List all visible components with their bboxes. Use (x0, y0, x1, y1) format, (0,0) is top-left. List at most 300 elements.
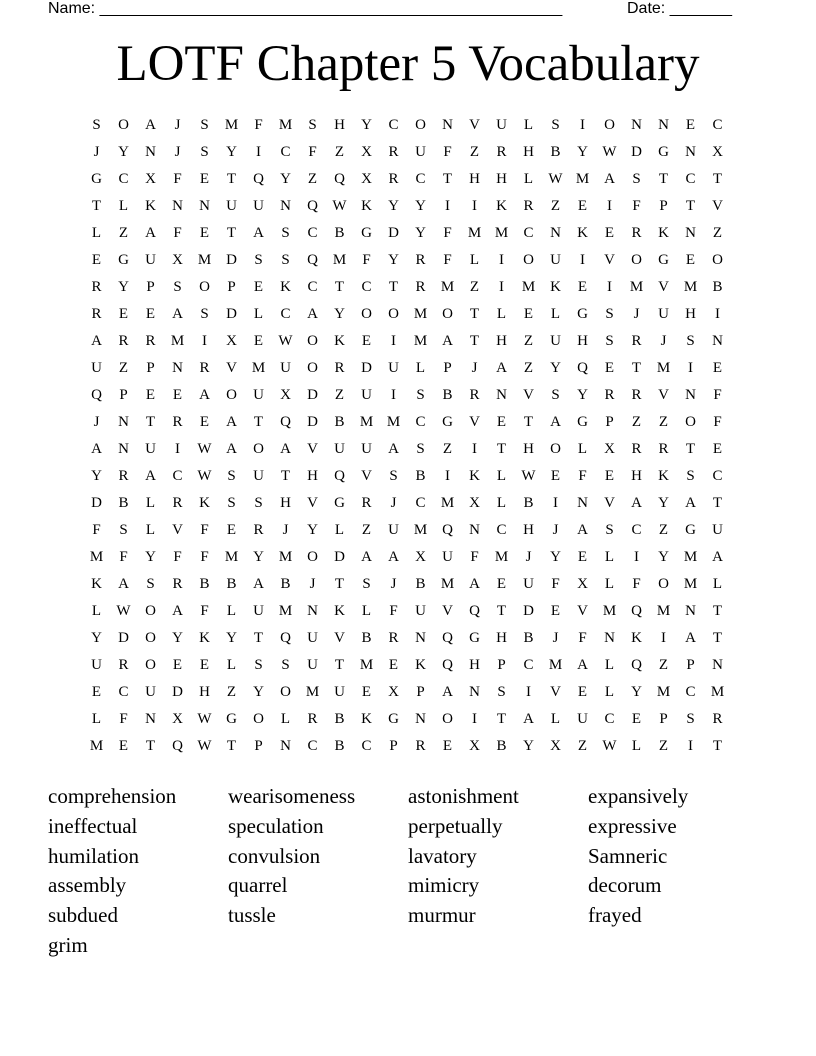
grid-letter[interactable]: Z (469, 279, 480, 295)
grid-letter[interactable]: L (496, 495, 507, 511)
grid-letter[interactable]: C (604, 711, 615, 727)
grid-letter[interactable]: E (253, 279, 264, 295)
grid-letter[interactable]: R (415, 252, 426, 268)
grid-letter[interactable]: S (281, 225, 290, 241)
grid-letter[interactable]: G (442, 414, 453, 430)
grid-letter[interactable]: L (226, 657, 237, 673)
grid-letter[interactable]: T (145, 414, 156, 430)
grid-letter[interactable]: B (226, 576, 237, 592)
grid-letter[interactable]: L (496, 468, 507, 484)
grid-letter[interactable]: R (145, 333, 156, 349)
grid-letter[interactable]: T (334, 576, 345, 592)
grid-letter[interactable]: X (361, 144, 372, 160)
grid-letter[interactable]: U (550, 333, 561, 349)
grid-letter[interactable]: O (388, 306, 399, 322)
grid-letter[interactable]: R (307, 711, 318, 727)
grid-letter[interactable]: Z (334, 144, 345, 160)
grid-letter[interactable]: L (226, 603, 237, 619)
grid-letter[interactable]: O (442, 711, 453, 727)
grid-letter[interactable]: S (92, 117, 101, 133)
grid-letter[interactable]: C (307, 279, 318, 295)
grid-letter[interactable]: Y (118, 279, 129, 295)
grid-letter[interactable]: E (442, 738, 453, 754)
grid-letter[interactable]: E (91, 252, 102, 268)
grid-letter[interactable]: T (442, 171, 453, 187)
grid-letter[interactable]: Q (442, 522, 453, 538)
grid-letter[interactable]: R (334, 360, 345, 376)
grid-letter[interactable]: U (415, 603, 426, 619)
grid-letter[interactable]: O (415, 117, 426, 133)
grid-letter[interactable]: T (712, 630, 723, 646)
grid-letter[interactable]: G (469, 630, 480, 646)
grid-letter[interactable]: B (334, 414, 345, 430)
grid-letter[interactable]: Q (631, 657, 642, 673)
grid-letter[interactable]: U (361, 387, 372, 403)
grid-letter[interactable]: Y (361, 117, 372, 133)
grid-letter[interactable]: O (307, 333, 318, 349)
grid-letter[interactable]: F (443, 252, 452, 268)
grid-letter[interactable]: M (89, 549, 104, 565)
grid-letter[interactable]: E (253, 333, 264, 349)
grid-letter[interactable]: T (496, 441, 507, 457)
grid-letter[interactable]: I (526, 684, 531, 700)
grid-letter[interactable]: V (307, 495, 318, 511)
grid-letter[interactable]: E (199, 414, 210, 430)
grid-letter[interactable]: E (604, 360, 615, 376)
grid-letter[interactable]: X (550, 738, 561, 754)
grid-letter[interactable]: T (685, 441, 696, 457)
grid-letter[interactable]: A (145, 117, 156, 133)
grid-letter[interactable]: H (307, 468, 318, 484)
grid-letter[interactable]: N (685, 144, 696, 160)
grid-letter[interactable]: F (632, 198, 641, 214)
grid-letter[interactable]: E (91, 684, 102, 700)
grid-letter[interactable]: P (659, 198, 668, 214)
grid-letter[interactable]: G (334, 495, 345, 511)
grid-letter[interactable]: C (172, 468, 183, 484)
grid-letter[interactable]: F (308, 144, 317, 160)
grid-letter[interactable]: E (577, 549, 588, 565)
grid-letter[interactable]: U (388, 360, 399, 376)
grid-letter[interactable]: Y (658, 495, 669, 511)
grid-letter[interactable]: Y (577, 387, 588, 403)
grid-letter[interactable]: Y (577, 144, 588, 160)
grid-letter[interactable]: B (712, 279, 723, 295)
grid-letter[interactable]: N (280, 198, 291, 214)
grid-letter[interactable]: F (173, 549, 182, 565)
grid-letter[interactable]: R (91, 279, 102, 295)
grid-letter[interactable]: M (683, 279, 698, 295)
grid-letter[interactable]: K (469, 468, 480, 484)
grid-letter[interactable]: N (199, 198, 210, 214)
grid-letter[interactable]: W (278, 333, 293, 349)
grid-letter[interactable]: W (602, 738, 617, 754)
grid-letter[interactable]: W (197, 441, 212, 457)
grid-letter[interactable]: O (631, 252, 642, 268)
grid-letter[interactable]: P (146, 360, 155, 376)
grid-letter[interactable]: C (118, 171, 129, 187)
grid-letter[interactable]: Z (550, 198, 561, 214)
grid-letter[interactable]: V (604, 252, 615, 268)
grid-letter[interactable]: N (145, 711, 156, 727)
grid-letter[interactable]: Z (523, 360, 534, 376)
grid-letter[interactable]: Q (253, 171, 264, 187)
grid-letter[interactable]: R (199, 360, 210, 376)
grid-letter[interactable]: U (145, 252, 156, 268)
grid-letter[interactable]: P (227, 279, 236, 295)
grid-letter[interactable]: H (523, 144, 534, 160)
grid-letter[interactable]: A (496, 360, 507, 376)
grid-letter[interactable]: M (602, 603, 617, 619)
grid-letter[interactable]: I (391, 387, 396, 403)
grid-letter[interactable]: I (580, 252, 585, 268)
grid-letter[interactable]: L (145, 495, 156, 511)
grid-letter[interactable]: Y (550, 549, 561, 565)
grid-letter[interactable]: A (469, 576, 480, 592)
grid-letter[interactable]: N (280, 738, 291, 754)
grid-letter[interactable]: Q (280, 630, 291, 646)
grid-letter[interactable]: G (226, 711, 237, 727)
grid-letter[interactable]: R (118, 657, 129, 673)
grid-letter[interactable]: J (309, 576, 316, 592)
grid-letter[interactable]: E (685, 252, 696, 268)
grid-letter[interactable]: E (631, 711, 642, 727)
grid-letter[interactable]: Y (253, 684, 264, 700)
grid-letter[interactable]: B (415, 468, 426, 484)
grid-letter[interactable]: M (494, 549, 509, 565)
grid-letter[interactable]: M (413, 306, 428, 322)
grid-letter[interactable]: A (577, 522, 588, 538)
grid-letter[interactable]: A (253, 225, 264, 241)
grid-letter[interactable]: I (202, 333, 207, 349)
grid-letter[interactable]: N (118, 414, 129, 430)
grid-letter[interactable]: T (226, 171, 237, 187)
grid-letter[interactable]: E (550, 603, 561, 619)
grid-letter[interactable]: F (470, 549, 479, 565)
grid-letter[interactable]: Z (361, 522, 372, 538)
grid-letter[interactable]: H (496, 333, 507, 349)
grid-letter[interactable]: H (577, 333, 588, 349)
grid-letter[interactable]: F (200, 549, 209, 565)
grid-letter[interactable]: I (256, 144, 261, 160)
grid-letter[interactable]: X (415, 549, 426, 565)
grid-letter[interactable]: M (548, 657, 563, 673)
grid-letter[interactable]: U (307, 630, 318, 646)
grid-letter[interactable]: I (499, 279, 504, 295)
grid-letter[interactable]: A (631, 495, 642, 511)
grid-letter[interactable]: U (253, 603, 264, 619)
grid-letter[interactable]: O (550, 441, 561, 457)
grid-letter[interactable]: O (118, 117, 129, 133)
grid-letter[interactable]: C (361, 738, 372, 754)
grid-letter[interactable]: C (415, 171, 426, 187)
grid-letter[interactable]: K (658, 225, 669, 241)
grid-letter[interactable]: N (604, 630, 615, 646)
grid-letter[interactable]: E (604, 225, 615, 241)
grid-letter[interactable]: F (173, 225, 182, 241)
grid-letter[interactable]: U (496, 117, 507, 133)
grid-letter[interactable]: P (497, 657, 506, 673)
grid-letter[interactable]: M (710, 684, 725, 700)
grid-letter[interactable]: L (550, 306, 561, 322)
grid-letter[interactable]: T (496, 711, 507, 727)
grid-letter[interactable]: Y (388, 198, 399, 214)
grid-letter[interactable]: F (173, 171, 182, 187)
grid-letter[interactable]: Z (658, 522, 669, 538)
grid-letter[interactable]: E (496, 414, 507, 430)
grid-letter[interactable]: D (631, 144, 642, 160)
grid-letter[interactable]: I (715, 306, 720, 322)
grid-letter[interactable]: A (388, 441, 399, 457)
grid-letter[interactable]: B (523, 495, 534, 511)
grid-letter[interactable]: E (685, 117, 696, 133)
grid-letter[interactable]: K (361, 198, 372, 214)
grid-letter[interactable]: M (521, 279, 536, 295)
grid-letter[interactable]: D (523, 603, 534, 619)
grid-letter[interactable]: R (172, 576, 183, 592)
grid-letter[interactable]: S (173, 279, 182, 295)
grid-letter[interactable]: C (415, 414, 426, 430)
grid-letter[interactable]: M (656, 360, 671, 376)
grid-letter[interactable]: H (469, 657, 480, 673)
grid-letter[interactable]: L (523, 117, 534, 133)
grid-letter[interactable]: R (658, 441, 669, 457)
grid-letter[interactable]: K (361, 711, 372, 727)
grid-letter[interactable]: T (496, 603, 507, 619)
grid-letter[interactable]: K (334, 603, 345, 619)
grid-letter[interactable]: I (472, 198, 477, 214)
grid-letter[interactable]: Q (91, 387, 102, 403)
grid-letter[interactable]: L (334, 522, 345, 538)
grid-letter[interactable]: T (658, 171, 669, 187)
grid-letter[interactable]: L (604, 657, 615, 673)
grid-letter[interactable]: U (361, 441, 372, 457)
grid-letter[interactable]: T (469, 333, 480, 349)
grid-letter[interactable]: G (91, 171, 102, 187)
grid-letter[interactable]: T (469, 306, 480, 322)
grid-letter[interactable]: C (307, 738, 318, 754)
grid-letter[interactable]: X (145, 171, 156, 187)
grid-letter[interactable]: S (200, 144, 209, 160)
grid-letter[interactable]: W (197, 468, 212, 484)
grid-letter[interactable]: E (550, 468, 561, 484)
grid-letter[interactable]: U (91, 360, 102, 376)
grid-letter[interactable]: I (445, 468, 450, 484)
grid-letter[interactable]: N (145, 144, 156, 160)
grid-letter[interactable]: N (415, 711, 426, 727)
grid-letter[interactable]: I (661, 630, 666, 646)
grid-letter[interactable]: Y (145, 549, 156, 565)
grid-letter[interactable]: N (118, 441, 129, 457)
grid-letter[interactable]: L (280, 711, 291, 727)
grid-letter[interactable]: C (712, 468, 723, 484)
grid-letter[interactable]: S (200, 306, 209, 322)
grid-letter[interactable]: J (390, 495, 397, 511)
grid-letter[interactable]: T (145, 738, 156, 754)
grid-letter[interactable]: D (172, 684, 183, 700)
grid-letter[interactable]: S (686, 711, 695, 727)
grid-letter[interactable]: B (550, 144, 561, 160)
grid-letter[interactable]: B (442, 387, 453, 403)
name-field[interactable]: Name: ____________________________________________________ (48, 0, 563, 17)
grid-letter[interactable]: J (93, 414, 100, 430)
grid-letter[interactable]: B (199, 576, 210, 592)
grid-letter[interactable]: M (413, 522, 428, 538)
grid-letter[interactable]: O (253, 441, 264, 457)
grid-letter[interactable]: U (145, 441, 156, 457)
grid-letter[interactable]: H (469, 171, 480, 187)
grid-letter[interactable]: C (523, 225, 534, 241)
grid-letter[interactable]: C (712, 117, 723, 133)
grid-letter[interactable]: A (172, 603, 183, 619)
grid-letter[interactable]: S (605, 333, 614, 349)
grid-letter[interactable]: H (199, 684, 210, 700)
grid-letter[interactable]: Z (658, 738, 669, 754)
grid-letter[interactable]: V (604, 495, 615, 511)
grid-letter[interactable]: A (145, 225, 156, 241)
grid-letter[interactable]: K (280, 279, 291, 295)
grid-letter[interactable]: N (577, 495, 588, 511)
grid-letter[interactable]: N (685, 387, 696, 403)
grid-letter[interactable]: Z (577, 738, 588, 754)
grid-letter[interactable]: L (550, 711, 561, 727)
grid-letter[interactable]: J (93, 144, 100, 160)
grid-letter[interactable]: X (172, 711, 183, 727)
grid-letter[interactable]: F (389, 603, 398, 619)
grid-letter[interactable]: I (634, 549, 639, 565)
grid-letter[interactable]: L (415, 360, 426, 376)
grid-letter[interactable]: A (226, 414, 237, 430)
grid-letter[interactable]: B (496, 738, 507, 754)
grid-letter[interactable]: E (604, 468, 615, 484)
grid-letter[interactable]: E (172, 657, 183, 673)
grid-letter[interactable]: K (334, 333, 345, 349)
grid-letter[interactable]: F (362, 252, 371, 268)
grid-letter[interactable]: M (629, 279, 644, 295)
grid-letter[interactable]: S (632, 171, 641, 187)
grid-letter[interactable]: E (361, 684, 372, 700)
grid-letter[interactable]: Q (469, 603, 480, 619)
grid-letter[interactable]: B (334, 225, 345, 241)
grid-letter[interactable]: B (334, 711, 345, 727)
grid-letter[interactable]: X (469, 738, 480, 754)
grid-letter[interactable]: L (523, 171, 534, 187)
grid-letter[interactable]: S (227, 468, 236, 484)
grid-letter[interactable]: H (280, 495, 291, 511)
grid-letter[interactable]: P (443, 360, 452, 376)
grid-letter[interactable]: I (472, 711, 477, 727)
grid-letter[interactable]: C (118, 684, 129, 700)
grid-letter[interactable]: M (278, 117, 293, 133)
grid-letter[interactable]: A (577, 657, 588, 673)
grid-letter[interactable]: P (389, 738, 398, 754)
grid-letter[interactable]: F (254, 117, 263, 133)
grid-letter[interactable]: R (415, 279, 426, 295)
grid-letter[interactable]: X (172, 252, 183, 268)
grid-letter[interactable]: K (631, 630, 642, 646)
grid-letter[interactable]: W (602, 144, 617, 160)
grid-letter[interactable]: M (170, 333, 185, 349)
grid-letter[interactable]: Z (469, 144, 480, 160)
grid-letter[interactable]: R (172, 495, 183, 511)
grid-letter[interactable]: L (604, 684, 615, 700)
grid-letter[interactable]: P (416, 684, 425, 700)
grid-letter[interactable]: N (496, 387, 507, 403)
grid-letter[interactable]: O (199, 279, 210, 295)
grid-letter[interactable]: P (659, 711, 668, 727)
grid-letter[interactable]: D (361, 360, 372, 376)
grid-letter[interactable]: U (334, 684, 345, 700)
grid-letter[interactable]: X (361, 171, 372, 187)
grid-letter[interactable]: N (685, 225, 696, 241)
grid-letter[interactable]: Y (415, 225, 426, 241)
grid-letter[interactable]: R (415, 738, 426, 754)
grid-letter[interactable]: C (685, 684, 696, 700)
grid-letter[interactable]: A (307, 306, 318, 322)
grid-letter[interactable]: J (552, 522, 559, 538)
grid-letter[interactable]: Z (118, 360, 129, 376)
grid-letter[interactable]: O (658, 576, 669, 592)
grid-letter[interactable]: J (174, 117, 181, 133)
grid-letter[interactable]: L (91, 225, 102, 241)
grid-letter[interactable]: P (146, 279, 155, 295)
grid-letter[interactable]: X (577, 576, 588, 592)
grid-letter[interactable]: A (712, 549, 723, 565)
grid-letter[interactable]: R (631, 387, 642, 403)
grid-letter[interactable]: E (172, 387, 183, 403)
grid-letter[interactable]: D (118, 630, 129, 646)
grid-letter[interactable]: B (361, 630, 372, 646)
grid-letter[interactable]: O (523, 252, 534, 268)
grid-letter[interactable]: A (118, 576, 129, 592)
grid-letter[interactable]: E (361, 333, 372, 349)
grid-letter[interactable]: A (388, 549, 399, 565)
grid-letter[interactable]: Y (415, 198, 426, 214)
grid-letter[interactable]: T (91, 198, 102, 214)
grid-letter[interactable]: Z (442, 441, 453, 457)
grid-letter[interactable]: Y (226, 144, 237, 160)
grid-letter[interactable]: Q (334, 171, 345, 187)
grid-letter[interactable]: M (251, 360, 266, 376)
grid-letter[interactable]: I (499, 252, 504, 268)
grid-letter[interactable]: M (467, 225, 482, 241)
grid-letter[interactable]: L (604, 549, 615, 565)
grid-letter[interactable]: I (175, 441, 180, 457)
grid-letter[interactable]: S (686, 333, 695, 349)
grid-letter[interactable]: S (605, 522, 614, 538)
grid-letter[interactable]: S (416, 387, 425, 403)
grid-letter[interactable]: E (712, 360, 723, 376)
grid-letter[interactable]: I (391, 333, 396, 349)
grid-letter[interactable]: R (118, 333, 129, 349)
grid-letter[interactable]: G (577, 306, 588, 322)
grid-letter[interactable]: S (497, 684, 506, 700)
grid-letter[interactable]: A (685, 495, 696, 511)
grid-letter[interactable]: Y (307, 522, 318, 538)
grid-letter[interactable]: J (471, 360, 478, 376)
grid-letter[interactable]: Y (631, 684, 642, 700)
grid-letter[interactable]: W (197, 738, 212, 754)
grid-letter[interactable]: Q (307, 252, 318, 268)
grid-letter[interactable]: G (577, 414, 588, 430)
grid-letter[interactable]: K (550, 279, 561, 295)
grid-letter[interactable]: F (632, 576, 641, 592)
grid-letter[interactable]: L (712, 576, 723, 592)
grid-letter[interactable]: T (388, 279, 399, 295)
grid-letter[interactable]: A (442, 684, 453, 700)
grid-letter[interactable]: U (226, 198, 237, 214)
grid-letter[interactable]: S (254, 252, 263, 268)
